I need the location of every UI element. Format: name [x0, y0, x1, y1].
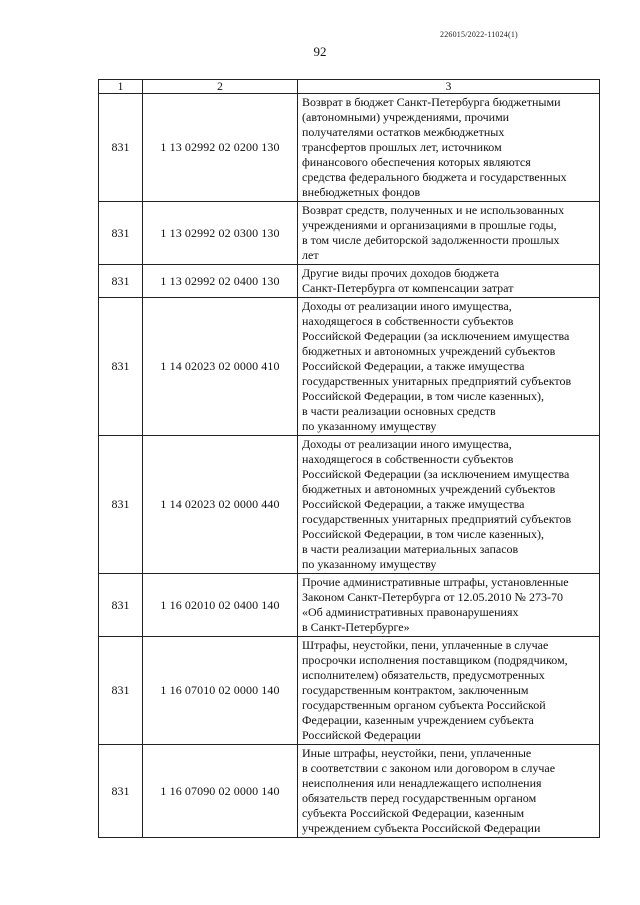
budget-code-cell: 1 16 07090 02 0000 140 — [143, 745, 298, 838]
document-id: 226015/2022-11024(1) — [440, 30, 518, 39]
table-row — [99, 574, 600, 637]
column-header-2: 2 — [143, 80, 298, 94]
admin-code-cell: 831 — [99, 637, 143, 745]
description-cell: Возврат в бюджет Санкт-Петербурга бюджетными (автономными) учреждениями, прочими получателями остатков межбюджетных трансфертов прошлых лет, источником финансового обеспечения которых являются средства федерального бюджета и государственных внебюджетных фондов — [298, 94, 600, 202]
description-cell: Штрафы, неустойки, пени, уплаченные в случае просрочки исполнения поставщиком (подрядчиком, исполнителем) обязательств, предусмотренных государственным контрактом, заключенным государственным органом субъекта Российской Федерации, казенным учреждением субъекта Российской Федерации — [298, 637, 600, 745]
budget-code-cell: 1 16 02010 02 0400 140 — [143, 574, 298, 637]
admin-code-cell: 831 — [99, 574, 143, 637]
table-row — [99, 265, 600, 298]
admin-code-cell: 831 — [99, 745, 143, 838]
column-header-1: 1 — [99, 80, 143, 94]
budget-code-cell: 1 13 02992 02 0300 130 — [143, 202, 298, 265]
admin-code-cell: 831 — [99, 298, 143, 436]
budget-code-cell: 1 16 07010 02 0000 140 — [143, 637, 298, 745]
admin-code-cell: 831 — [99, 265, 143, 298]
budget-code-cell: 1 13 02992 02 0200 130 — [143, 94, 298, 202]
admin-code-cell: 831 — [99, 436, 143, 574]
column-header-3: 3 — [298, 80, 600, 94]
table-row — [99, 637, 600, 745]
admin-code-cell: 831 — [99, 94, 143, 202]
revenue-codes-table — [98, 79, 600, 838]
budget-code-cell: 1 14 02023 02 0000 440 — [143, 436, 298, 574]
budget-code-cell: 1 14 02023 02 0000 410 — [143, 298, 298, 436]
table-row — [99, 202, 600, 265]
description-cell: Прочие административные штрафы, установленные Законом Санкт-Петербурга от 12.05.2010 № 273-70 «Об административных правонарушениях в Санкт-Петербурге» — [298, 574, 600, 637]
page-number: 92 — [313, 44, 327, 59]
table-header-row — [99, 80, 600, 94]
table-row — [99, 94, 600, 202]
description-cell: Доходы от реализации иного имущества, находящегося в собственности субъектов Российской Федерации (за исключением имущества бюджетных и автономных учреждений субъектов Российской Федерации, а также имущества государственных унитарных предприятий субъектов Российской Федерации, в том числе казенных), в части реализации материальных запасов по указанному имуществу — [298, 436, 600, 574]
budget-code-cell: 1 13 02992 02 0400 130 — [143, 265, 298, 298]
description-cell: Иные штрафы, неустойки, пени, уплаченные в соответствии с законом или договором в случае неисполнения или ненадлежащего исполнения обязательств перед государственным органом субъекта Российской Федерации, казенным учреждением субъекта Российской Федерации — [298, 745, 600, 838]
table-row — [99, 436, 600, 574]
admin-code-cell: 831 — [99, 202, 143, 265]
description-cell: Доходы от реализации иного имущества, находящегося в собственности субъектов Российской Федерации (за исключением имущества бюджетных и автономных учреждений субъектов Российской Федерации, а также имущества государственных унитарных предприятий субъектов Российской Федерации, в том числе казенных), в части реализации основных средств по указанному имуществу — [298, 298, 600, 436]
table-row — [99, 745, 600, 838]
table-row — [99, 298, 600, 436]
description-cell: Другие виды прочих доходов бюджета Санкт-Петербурга от компенсации затрат — [298, 265, 600, 298]
description-cell: Возврат средств, полученных и не использованных учреждениями и организациями в прошлые годы, в том числе дебиторской задолженности прошлых лет — [298, 202, 600, 265]
